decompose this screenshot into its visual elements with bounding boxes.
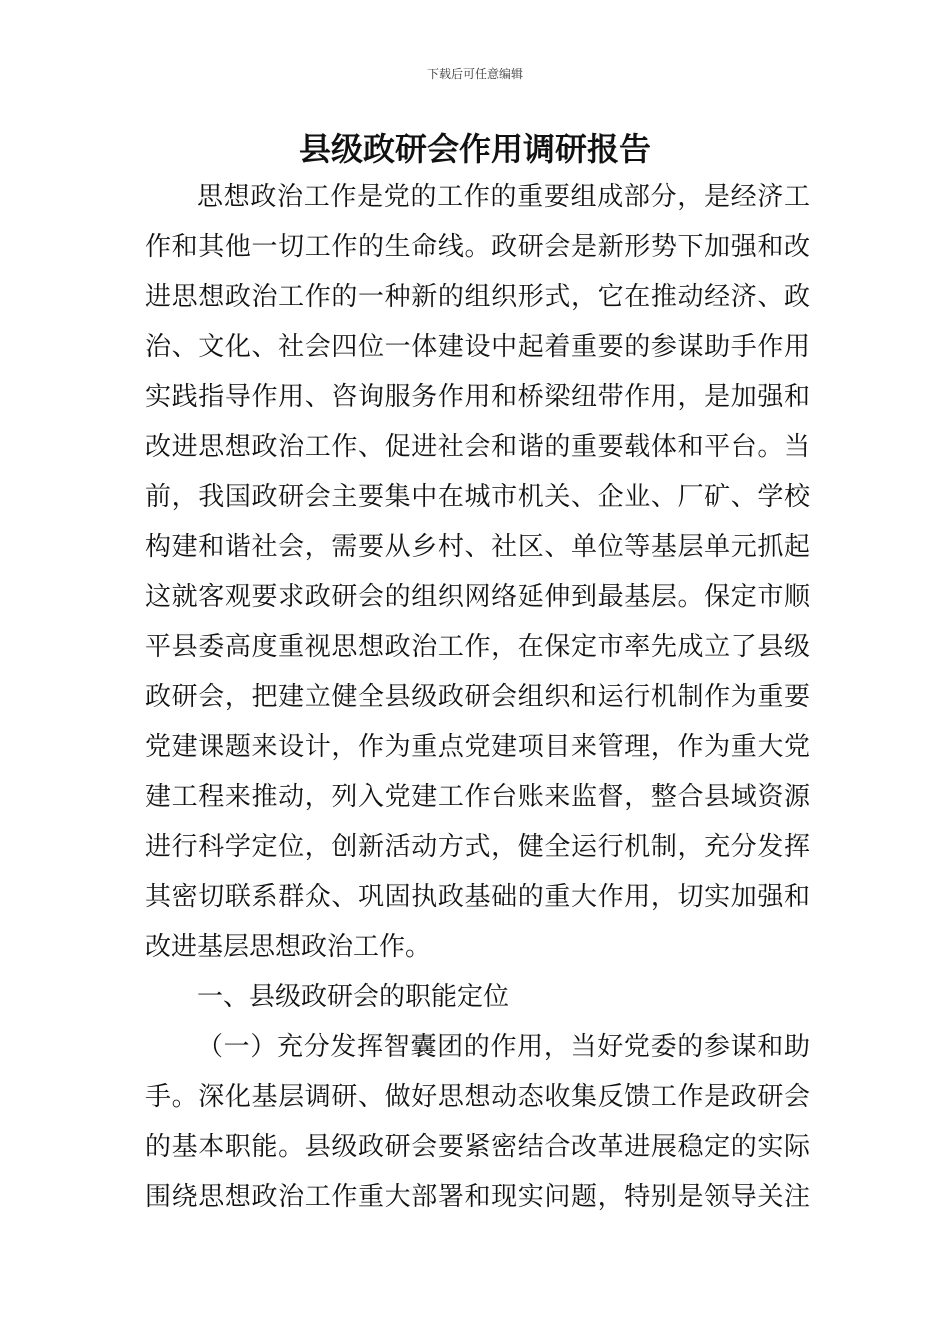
body-line: 构建和谐社会，需要从乡村、社区、单位等基层单元抓起	[145, 532, 810, 562]
body-line: 围绕思想政治工作重大部署和现实问题，特别是领导关注	[145, 1182, 810, 1212]
body-line: 改进思想政治工作、促进社会和谐的重要载体和平台。当	[145, 432, 810, 462]
section-heading: 一、县级政研会的职能定位	[197, 982, 510, 1012]
body-line: 其密切联系群众、巩固执政基础的重大作用，切实加强和	[145, 882, 810, 912]
body-line: 平县委高度重视思想政治工作，在保定市率先成立了县级	[145, 632, 810, 662]
body-line: 实践指导作用、咨询服务作用和桥梁纽带作用，是加强和	[145, 382, 810, 412]
body-line: 政研会，把建立健全县级政研会组织和运行机制作为重要	[145, 682, 810, 712]
body-line: 进行科学定位，创新活动方式，健全运行机制，充分发挥	[145, 832, 810, 862]
body-line: 改进基层思想政治工作。	[145, 932, 432, 962]
page-header-note: 下载后可任意编辑	[426, 67, 523, 81]
body-line: 治、文化、社会四位一体建设中起着重要的参谋助手作用	[145, 332, 810, 362]
body-line: 手。深化基层调研、做好思想动态收集反馈工作是政研会	[145, 1082, 810, 1112]
body-line: 的基本职能。县级政研会要紧密结合改革进展稳定的实际	[145, 1132, 810, 1162]
body-line: 党建课题来设计，作为重点党建项目来管理，作为重大党	[145, 732, 810, 762]
body-line: 建工程来推动，列入党建工作台账来监督，整合县域资源	[145, 782, 810, 812]
body-line: 思想政治工作是党的工作的重要组成部分，是经济工	[197, 182, 810, 212]
document-title: 县级政研会作用调研报告	[298, 130, 651, 168]
body-line: 这就客观要求政研会的组织网络延伸到最基层。保定市顺	[145, 582, 810, 612]
body-line: 进思想政治工作的一种新的组织形式，它在推动经济、政	[145, 282, 810, 312]
subsection-heading: （一）充分发挥智囊团的作用，当好党委的参谋和助	[197, 1032, 810, 1062]
body-line: 前，我国政研会主要集中在城市机关、企业、厂矿、学校	[145, 482, 810, 512]
body-line: 作和其他一切工作的生命线。政研会是新形势下加强和改	[145, 232, 810, 262]
